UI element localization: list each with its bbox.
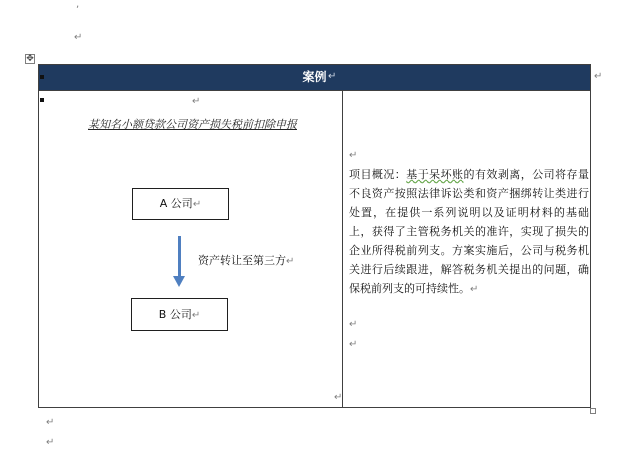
company-a-label: A 公司 xyxy=(159,197,193,210)
row-marker xyxy=(40,98,44,102)
paragraph-mark: ↵ xyxy=(349,150,358,161)
table-header-title[interactable]: 案例 xyxy=(302,70,327,84)
paragraph-mark: ↵ xyxy=(349,339,358,350)
column-divider xyxy=(342,91,343,408)
paragraph-mark: ↵ xyxy=(192,96,201,107)
arrow-head xyxy=(173,276,185,287)
company-a-box[interactable] xyxy=(132,188,229,220)
paragraph-mark: ↵ xyxy=(192,199,202,210)
paragraph-mark: ↵ xyxy=(191,310,201,321)
paragraph-mark: ↵ xyxy=(74,32,83,43)
company-b-label: B 公司 xyxy=(158,308,192,321)
row-end-mark: ↵ xyxy=(594,71,603,82)
paragraph-mark: ↵ xyxy=(349,319,358,330)
paragraph-mark: , xyxy=(76,0,80,10)
paragraph-mark: ↵ xyxy=(46,437,55,448)
row-divider xyxy=(39,90,590,91)
transfer-label[interactable]: 资产转让至第三方↵ xyxy=(198,254,295,267)
cell-end-mark: ↵ xyxy=(334,392,343,403)
arrow-down-icon xyxy=(178,236,181,278)
description-highlight: 基于呆坏账 xyxy=(406,168,464,181)
paragraph-mark: ↵ xyxy=(46,417,55,428)
case-title[interactable]: 某知名小额贷款公司资产损失税前扣除申报 xyxy=(88,118,297,131)
cell-end-mark: ↵ xyxy=(328,71,337,82)
description-rest: 的有效剥离，公司将存量不良资产按照法律诉讼类和资产捆绑转让类进行处置，在提供一系列说明以及证明材料的基础上，获得了主管税务机关的准许，实现了损失的企业所得税前列支。方案实施后，公司与税务机关进行后续跟进，解答税务机关提出的问题，确保税前列支的可持续性。 xyxy=(349,168,589,295)
case-description[interactable] xyxy=(349,165,589,298)
paragraph-mark: ↵ xyxy=(286,256,295,267)
company-b-box[interactable] xyxy=(131,298,228,331)
description-prefix: 项目概况： xyxy=(349,168,407,181)
table-resize-handle[interactable] xyxy=(590,408,596,414)
paragraph-mark: ↵ xyxy=(470,284,479,295)
table-move-handle-icon[interactable]: ✥ xyxy=(26,54,34,64)
